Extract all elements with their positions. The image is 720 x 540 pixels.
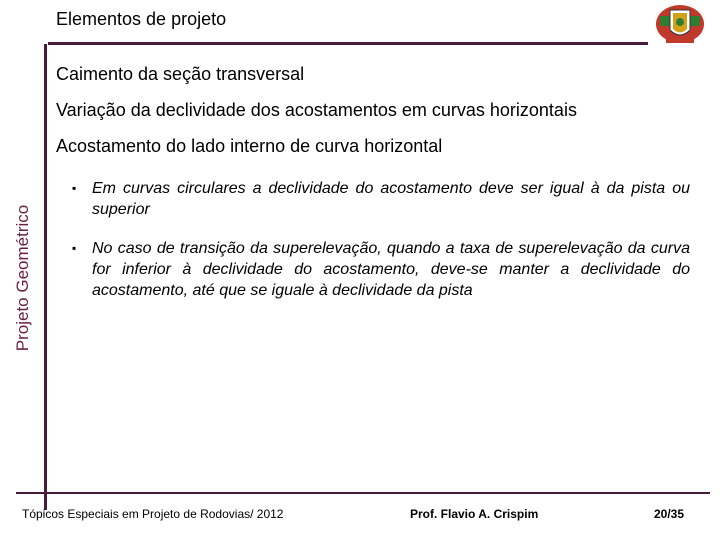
page-number: 20/35 bbox=[654, 507, 685, 521]
sidebar-divider bbox=[44, 44, 47, 510]
bullet-list bbox=[70, 178, 690, 319]
list-item bbox=[70, 178, 690, 220]
topic-heading: Acostamento do lado interno de curva horizontal bbox=[56, 136, 443, 156]
square-bullet-icon: ▪ bbox=[72, 241, 77, 255]
course-side-label: Projeto Geométrico bbox=[13, 204, 32, 352]
bullet-text: No caso de transição da superelevação, quando a taxa de superelevação da curva for inferior à declividade do acostamento, deve-se manter a declividade do acostamento, até que se iguale à declividade da pista bbox=[92, 240, 690, 299]
slide-title: Elementos de projeto bbox=[56, 9, 227, 29]
footer-author: Prof. Flavio A. Crispim bbox=[410, 507, 539, 521]
list-item bbox=[70, 238, 690, 301]
subsection-heading: Variação da declividade dos acostamentos em curvas horizontais bbox=[56, 100, 577, 120]
bullet-text: Em curvas circulares a declividade do acostamento deve ser igual à da pista ou superior bbox=[92, 180, 690, 218]
university-crest-icon bbox=[652, 2, 708, 46]
section-heading: Caimento da seção transversal bbox=[56, 64, 305, 84]
square-bullet-icon: ▪ bbox=[72, 181, 77, 195]
header-divider bbox=[48, 42, 648, 45]
footer-divider bbox=[16, 492, 710, 494]
footer-course: Tópicos Especiais em Projeto de Rodovias/ 2012 bbox=[22, 507, 284, 521]
